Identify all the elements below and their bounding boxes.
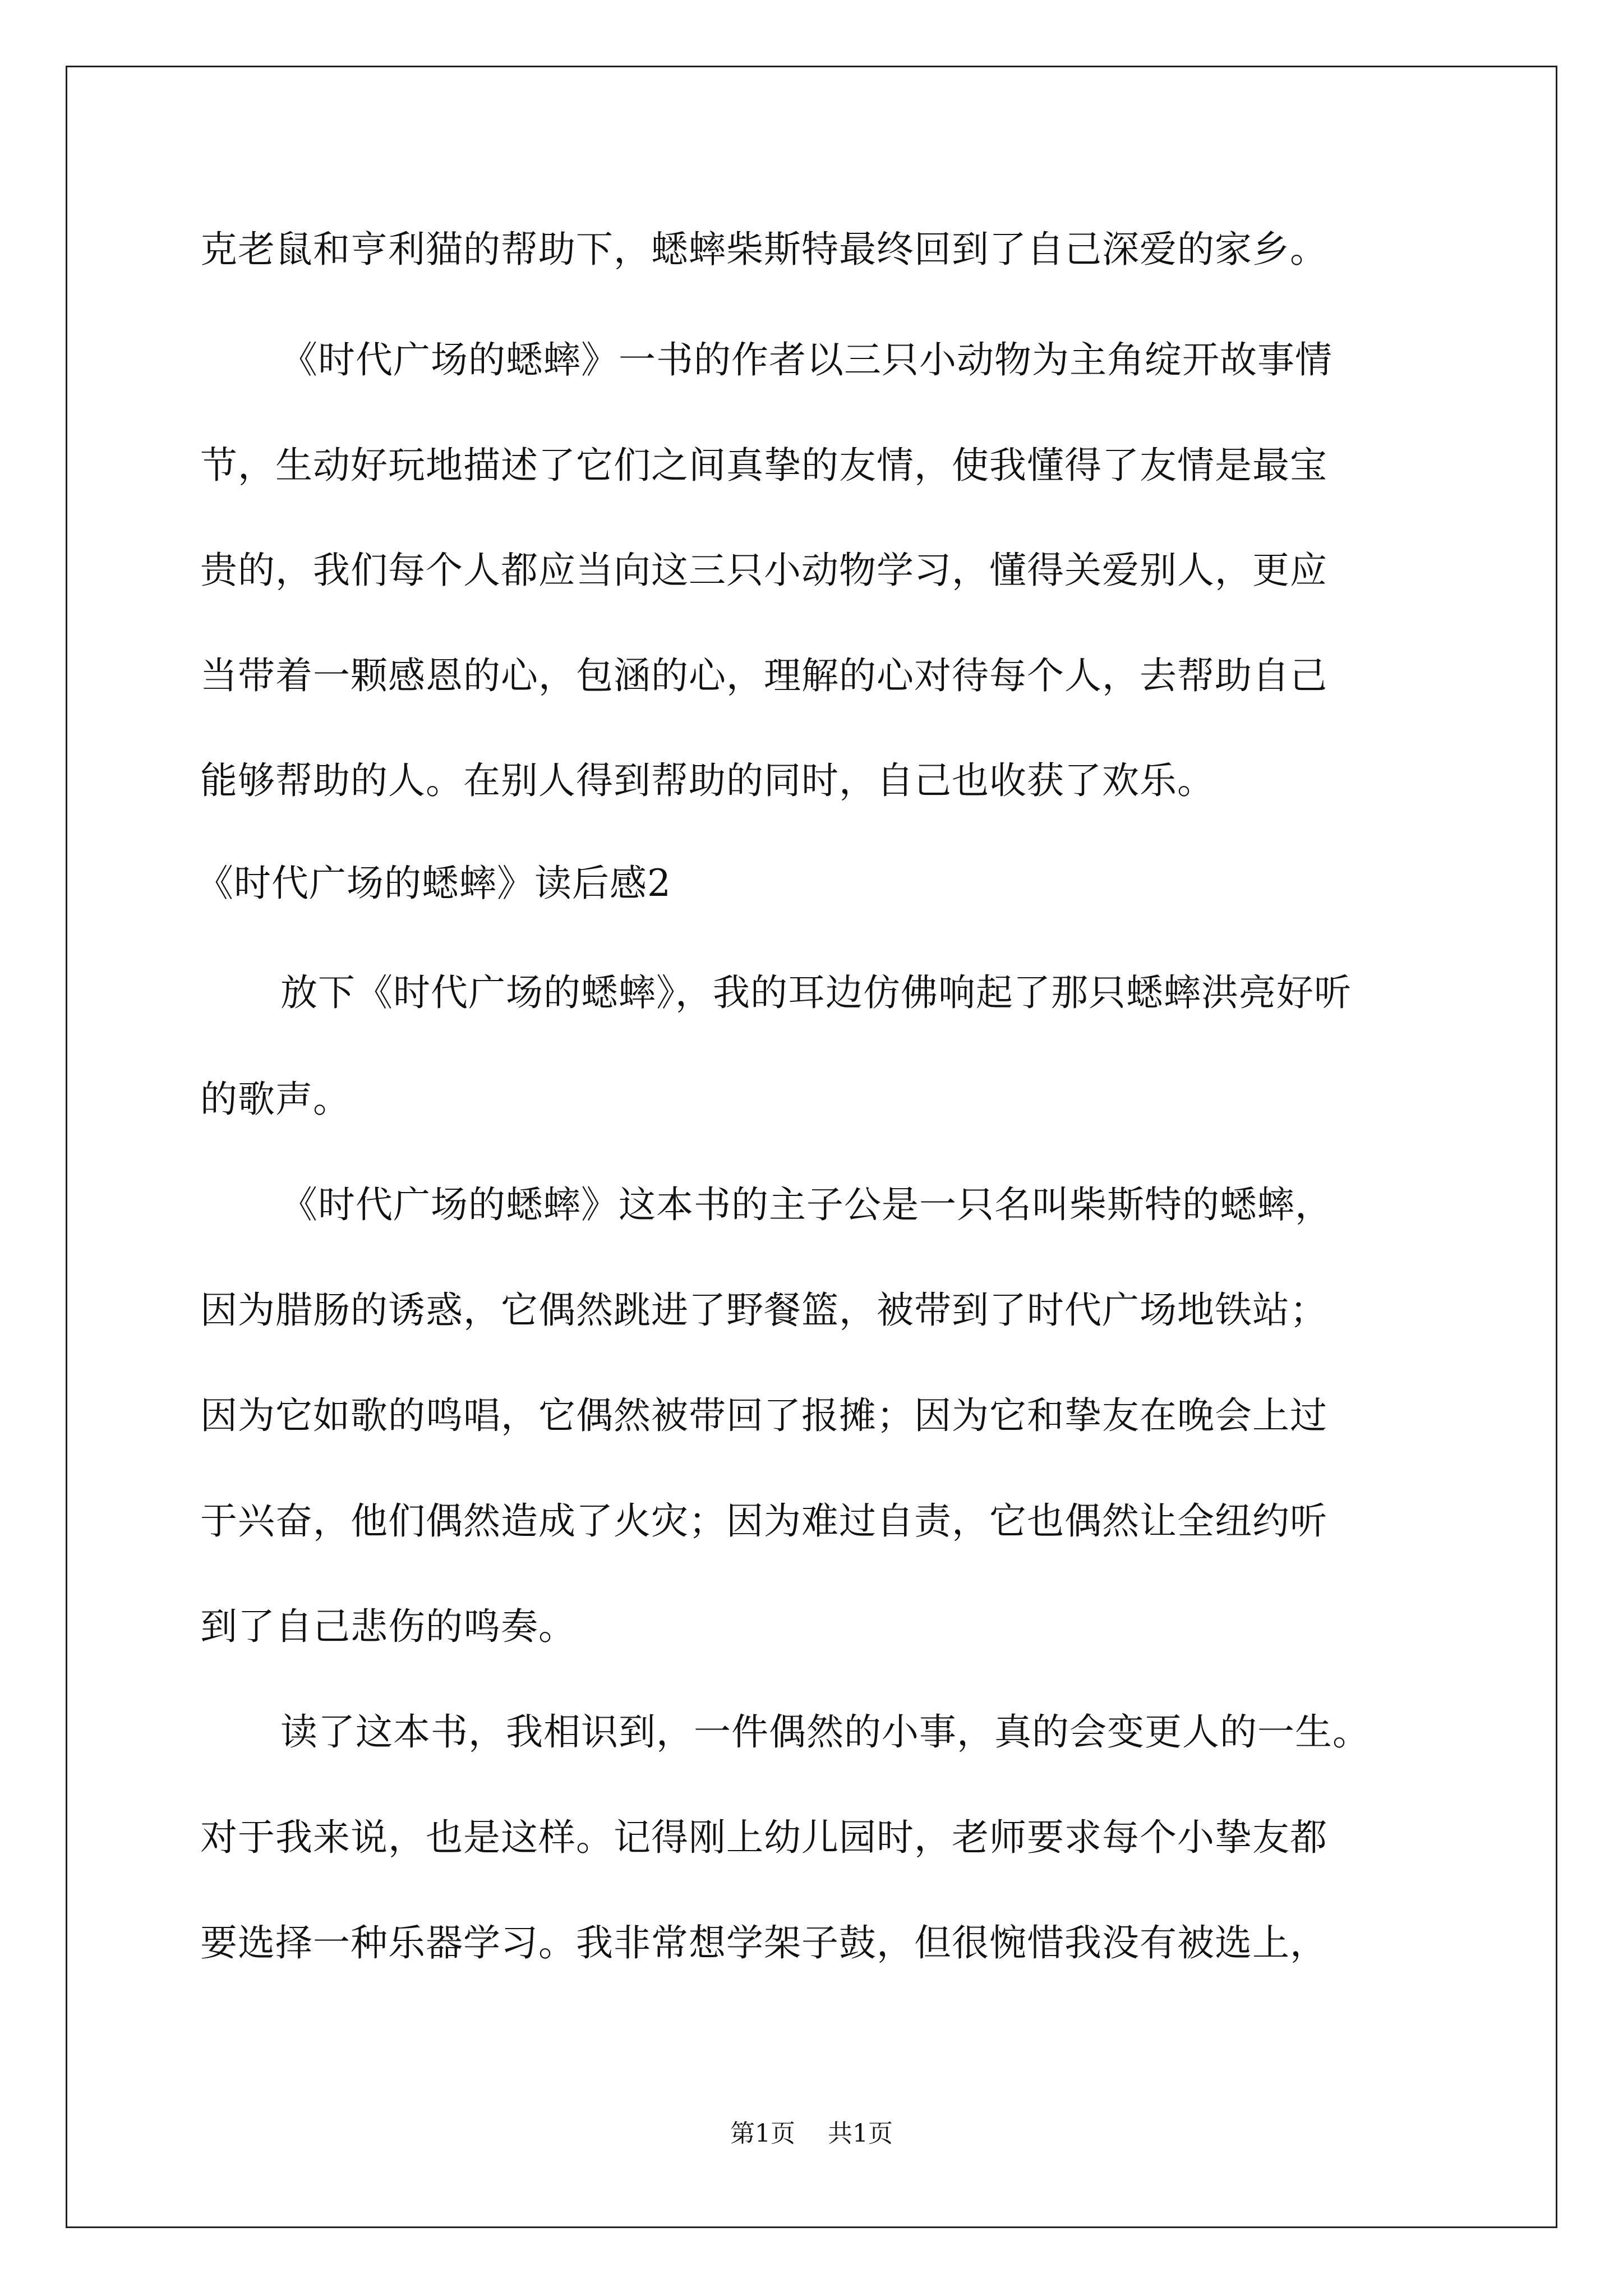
page-footer: [0, 2119, 1623, 2148]
text-line: 贵的，我们每个人都应当向这三只小动物学习，懂得关爱别人，更应: [200, 549, 1327, 592]
text-line: 要选择一种乐器学习。我非常想学架子鼓，但很惋惜我没有被选上，: [200, 1921, 1327, 1964]
page-border: [66, 66, 1557, 2228]
section-heading: 《时代广场的蟋蟀》读后感2: [196, 862, 671, 905]
text-line: 克老鼠和亨利猫的帮助下，蟋蟀柴斯特最终回到了自己深爱的家乡。: [200, 228, 1327, 271]
text-line: 到了自己悲伤的鸣奏。: [200, 1605, 576, 1648]
text-line: 当带着一颗感恩的心，包涵的心，理解的心对待每个人，去帮助自己: [200, 654, 1327, 697]
text-line: 的歌声。: [200, 1078, 351, 1121]
text-line: 节，生动好玩地描述了它们之间真挚的友情，使我懂得了友情是最宝: [200, 444, 1327, 487]
text-line: 因为它如歌的鸣唱，它偶然被带回了报摊；因为它和挚友在晚会上过: [200, 1394, 1327, 1437]
page-number-total: 共1页: [828, 2119, 893, 2148]
text-line: 《时代广场的蟋蟀》这本书的主子公是一只名叫柴斯特的蟋蟀，: [280, 1183, 1332, 1226]
page-number-current: 第1页: [730, 2119, 795, 2148]
text-line: 读了这本书，我相识到，一件偶然的小事，真的会变更人的一生。: [280, 1710, 1370, 1754]
text-line: 《时代广场的蟋蟀》一书的作者以三只小动物为主角绽开故事情: [280, 338, 1332, 381]
text-line: 能够帮助的人。在别人得到帮助的同时，自己也收获了欢乐。: [200, 759, 1215, 802]
text-line: 对于我来说，也是这样。记得刚上幼儿园时，老师要求每个小挚友都: [200, 1816, 1327, 1859]
text-line: 因为腊肠的诱惑，它偶然跳进了野餐篮，被带到了时代广场地铁站；: [200, 1289, 1327, 1332]
text-line: 于兴奋，他们偶然造成了火灾；因为难过自责，它也偶然让全纽约听: [200, 1499, 1327, 1543]
text-line: 放下《时代广场的蟋蟀》，我的耳边仿佛响起了那只蟋蟀洪亮好听: [280, 971, 1352, 1014]
